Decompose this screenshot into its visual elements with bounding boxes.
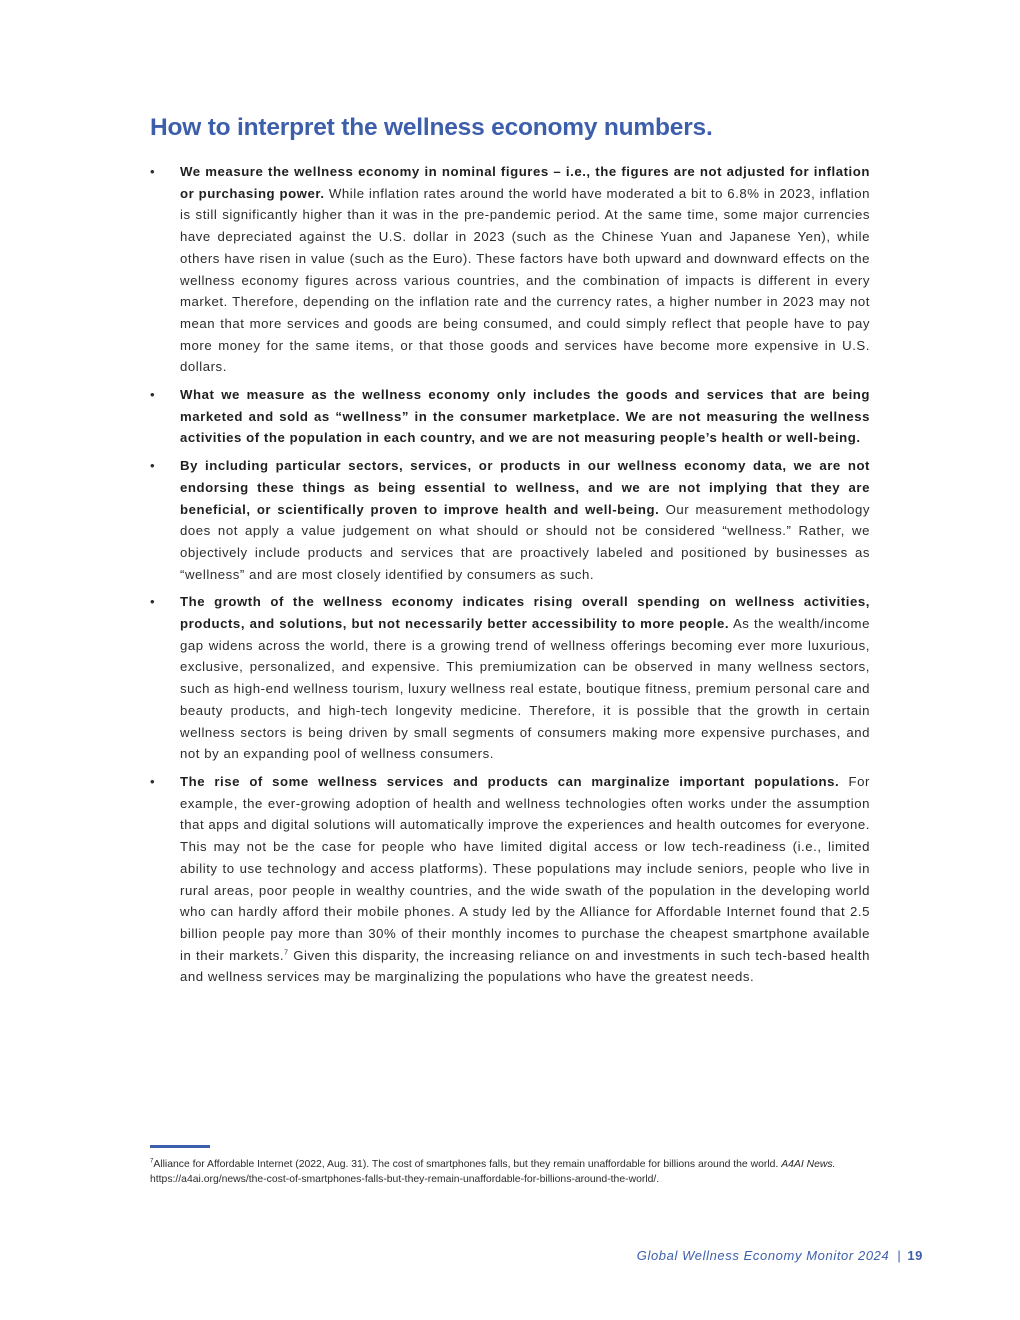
bullet-lead: What we measure as the wellness economy only includes the goods and services that are being marketed and sold as “wellness” in the consumer marketplace. We are not measuring the wellness activities of the population in each country, and we are not measuring people’s health or well-being. [180, 387, 870, 446]
bullet-body: Our measurement methodology does not apply a value judgement on what should or should not be considered “wellness.” Rather, we objectively include products and services that are proactively labeled and positioned by businesses as “wellness” and are most closely identified by consumers as such. [180, 501, 870, 582]
bullet-lead: The growth of the wellness economy indicates rising overall spending on wellness activities, products, and solutions, but not necessarily better accessibility to more people. [180, 594, 870, 632]
footer-publication: Global Wellness Economy Monitor 2024 [636, 1248, 890, 1263]
bullet-body: As the wealth/income gap widens across the world, there is a growing trend of wellness offerings becoming ever more luxurious, exclusive, personalized, and expensive. This premiumization can be observed in many wellness sectors, such as high-end wellness tourism, luxury wellness real estate, boutique fitness, premium personal care and beauty products, and high-tech longevity medicine. Therefore, it is possible that the growth in certain wellness sectors is being driven by small segments of consumers making more expensive purchases, and not by an expanding pool of wellness consumers. [180, 616, 870, 762]
footer-separator: | [897, 1248, 902, 1263]
bullet-body: While inflation rates around the world have moderated a bit to 6.8% in 2023, inflation is still significantly higher than it was in the pre-pandemic period. At the same time, some major currencies have depreciated against the U.S. dollar in 2023 (such as the Chinese Yuan and Japanese Yen), while others have risen in value (such as the Euro). These factors have both upward and downward effects on the wellness economy figures across various countries, and the combination of impacts is different in every market. Therefore, depending on the inflation rate and the currency rates, a higher number in 2023 may not mean that more services and goods are being consumed, and could simply reflect that people have to pay more money for the same items, or that those goods and services have become more expensive in U.S. dollars. [180, 185, 870, 375]
footnote-url[interactable]: https://a4ai.org/news/the-cost-of-smartphones-falls-but-they-remain-unaffordable-for-billions-around-the-world/. [150, 1173, 660, 1185]
list-item [150, 384, 870, 449]
footnote-number: 7 [150, 1158, 154, 1165]
footnote-divider [150, 1145, 210, 1148]
bullet-body: For example, the ever-growing adoption of health and wellness technologies often works under the assumption that apps and digital solutions will automatically improve the experiences and health outcomes for everyone. This may not be the case for people who have limited digital access or low tech-readiness (i.e., limited ability to use technology and access platforms). These populations may include seniors, people who live in rural areas, poor people in wealthy countries, and the wide swath of the population in the developing world who can hardly afford their mobile phones. A study led by the Alliance for Affordable Internet found that 2.5 billion people pay more than 30% of their monthly incomes to purchase the cheapest smartphone available in their markets. [180, 773, 870, 963]
bullet-lead: The rise of some wellness services and products can marginalize important populations. [180, 773, 840, 789]
list-item [150, 591, 870, 765]
bullet-lead: By including particular sectors, services, or products in our wellness economy data, we are not endorsing these things as being essential to wellness, and we are not implying that they are beneficial, or scientifically proven to improve health and well-being. [180, 458, 870, 517]
footnote-source: A4AI News. [781, 1159, 836, 1170]
bullet-icon: • [150, 387, 156, 403]
footnote [150, 1158, 850, 1187]
list-item [150, 455, 870, 585]
bullet-list [150, 161, 870, 994]
bullet-icon: • [150, 773, 156, 789]
page-footer [637, 1248, 923, 1263]
bullet-icon: • [150, 458, 156, 474]
bullet-icon: • [150, 164, 156, 179]
list-item [150, 771, 870, 988]
page-number: 19 [907, 1248, 923, 1263]
page-title: How to interpret the wellness economy numbers. [150, 114, 713, 141]
bullet-icon: • [150, 594, 156, 610]
list-item [150, 161, 870, 378]
bullet-body-continued: Given this disparity, the increasing reliance on and investments in such tech-based health and wellness services may be marginalizing the populations who have the greatest needs. [180, 947, 870, 985]
footnote-ref[interactable]: 7 [284, 949, 289, 957]
footnote-text: Alliance for Affordable Internet (2022, Aug. 31). The cost of smartphones falls, but they remain unaffordable for billions around the world. [153, 1159, 782, 1170]
bullet-lead: We measure the wellness economy in nominal figures – i.e., the figures are not adjusted for inflation or purchasing power. [180, 164, 870, 201]
